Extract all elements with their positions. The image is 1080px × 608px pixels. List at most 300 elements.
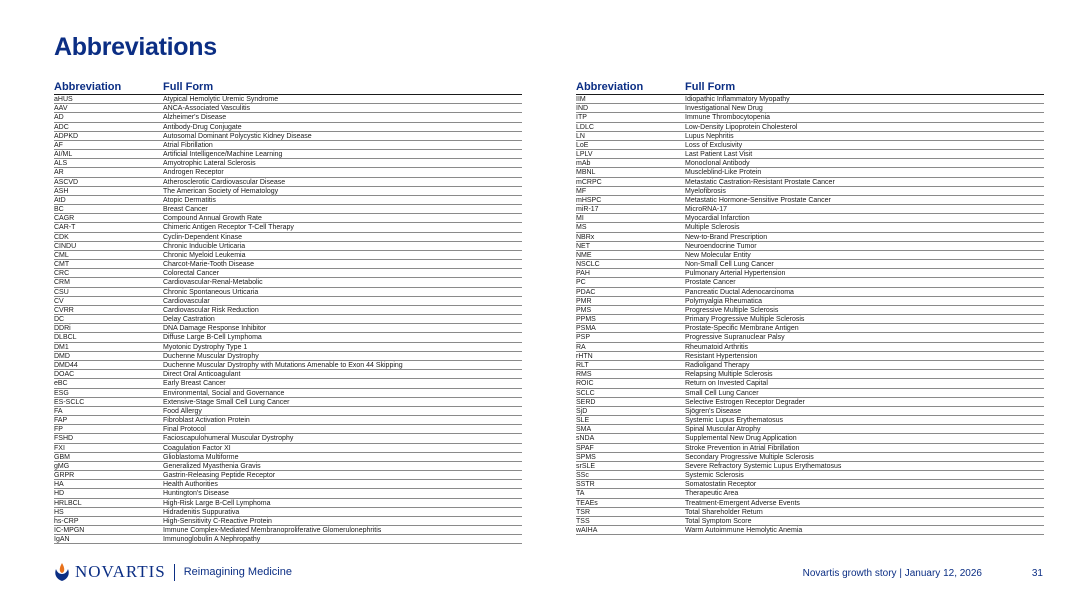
full-form-cell: Metastatic Castration-Resistant Prostate Cancer <box>685 178 835 186</box>
full-form-cell: New-to-Brand Prescription <box>685 233 768 241</box>
abbreviation-cell: ASH <box>54 187 69 195</box>
full-form-cell: Alzheimer's Disease <box>163 114 227 122</box>
full-form-cell: High-Sensitivity C-Reactive Protein <box>163 517 272 525</box>
abbreviation-cell: CDK <box>54 233 69 241</box>
table-row <box>54 343 522 352</box>
full-form-cell: Return on Invested Capital <box>685 380 768 388</box>
table-row <box>54 205 522 214</box>
table-row <box>576 370 1044 379</box>
full-form-cell: Non-Small Cell Lung Cancer <box>685 261 774 269</box>
full-form-cell: The American Society of Hematology <box>163 187 279 195</box>
table-row <box>54 278 522 287</box>
abbreviation-cell: DDRi <box>54 325 71 333</box>
full-form-cell: Relapsing Multiple Sclerosis <box>685 371 773 379</box>
table-header <box>54 77 522 95</box>
table-row <box>576 113 1044 122</box>
abbreviation-cell: MS <box>576 224 587 232</box>
full-form-cell: Systemic Sclerosis <box>685 472 744 480</box>
abbreviation-cell: FXI <box>54 444 65 452</box>
abbreviation-cell: RLT <box>576 361 589 369</box>
full-form-cell: Rheumatoid Arthritis <box>685 343 749 351</box>
table-row <box>54 178 522 187</box>
full-form-cell: Resistant Hypertension <box>685 352 758 360</box>
full-form-cell: Duchenne Muscular Dystrophy <box>163 352 259 360</box>
full-form-cell: Progressive Multiple Sclerosis <box>685 306 779 314</box>
full-form-cell: Secondary Progressive Multiple Sclerosis <box>685 453 814 461</box>
table-row <box>54 407 522 416</box>
table-row <box>576 343 1044 352</box>
table-row <box>54 462 522 471</box>
table-row <box>576 333 1044 342</box>
table-row <box>54 251 522 260</box>
full-form-cell: Low-Density Lipoprotein Cholesterol <box>685 123 798 131</box>
abbreviation-cell: SPAF <box>576 444 594 452</box>
table-row <box>54 453 522 462</box>
abbreviation-cell: CVRR <box>54 306 74 314</box>
full-form-cell: Prostate-Specific Membrane Antigen <box>685 325 799 333</box>
table-row <box>54 214 522 223</box>
table-row <box>576 123 1044 132</box>
full-form-cell: High-Risk Large B-Cell Lymphoma <box>163 499 271 507</box>
abbreviation-cell: HA <box>54 481 64 489</box>
abbreviation-cell: FA <box>54 407 63 415</box>
table-row <box>576 352 1044 361</box>
table-row <box>576 95 1044 104</box>
full-form-cell: Total Symptom Score <box>685 517 752 525</box>
abbreviation-cell: TA <box>576 490 585 498</box>
full-form-cell: Hidradenitis Suppurativa <box>163 508 240 516</box>
abbreviation-cell: CRM <box>54 279 70 287</box>
full-form-cell: Warm Autoimmune Hemolytic Anemia <box>685 527 803 535</box>
abbreviation-cell: LDLC <box>576 123 594 131</box>
table-row <box>576 297 1044 306</box>
full-form-cell: Pulmonary Arterial Hypertension <box>685 270 786 278</box>
full-form-cell: Immune Thrombocytopenia <box>685 114 771 122</box>
full-form-cell: Fibroblast Activation Protein <box>163 417 250 425</box>
table-row <box>576 462 1044 471</box>
abbreviation-cell: NME <box>576 251 592 259</box>
full-form-cell: Multiple Sclerosis <box>685 224 740 232</box>
abbreviation-cell: ITP <box>576 114 587 122</box>
full-form-cell: Environmental, Social and Governance <box>163 389 285 397</box>
abbreviation-cell: srSLE <box>576 462 596 470</box>
full-form-cell: Atherosclerotic Cardiovascular Disease <box>163 178 286 186</box>
full-form-cell: Stroke Prevention in Atrial Fibrillation <box>685 444 800 452</box>
table-row <box>54 141 522 150</box>
full-form-cell: Immunoglobulin A Nephropathy <box>163 536 261 544</box>
table-row <box>54 398 522 407</box>
table-row <box>54 260 522 269</box>
abbreviation-cell: FAP <box>54 417 68 425</box>
table-row <box>54 187 522 196</box>
full-form-cell: Cardiovascular-Renal-Metabolic <box>163 279 263 287</box>
abbreviation-cell: CAR-T <box>54 224 76 232</box>
table-row <box>54 95 522 104</box>
table-row <box>576 444 1044 453</box>
full-form-cell: Myotonic Dystrophy Type 1 <box>163 343 248 351</box>
table-row <box>576 526 1044 535</box>
abbreviation-cell: CV <box>54 297 64 305</box>
full-form-cell: Supplemental New Drug Application <box>685 435 797 443</box>
full-form-cell: Direct Oral Anticoagulant <box>163 371 241 379</box>
table-row <box>54 324 522 333</box>
table-row <box>54 123 522 132</box>
full-form-cell: Compound Annual Growth Rate <box>163 215 262 223</box>
abbreviation-cell: gMG <box>54 462 70 470</box>
table-row <box>54 370 522 379</box>
full-form-cell: ANCA-Associated Vasculitis <box>163 105 251 113</box>
table-row <box>54 150 522 159</box>
table-row <box>576 168 1044 177</box>
abbreviation-cell: PPMS <box>576 316 596 324</box>
table-row <box>54 489 522 498</box>
abbreviation-cell: FSHD <box>54 435 74 443</box>
table-row <box>576 425 1044 434</box>
table-row <box>576 159 1044 168</box>
table-row <box>54 508 522 517</box>
abbreviation-cell: CINDU <box>54 242 77 250</box>
abbreviation-cell: ADC <box>54 123 69 131</box>
abbreviation-cell: aHUS <box>54 96 73 103</box>
table-row <box>54 379 522 388</box>
abbreviation-cell: SjD <box>576 407 588 415</box>
table-row <box>576 233 1044 242</box>
full-form-cell: Extensive-Stage Small Cell Lung Cancer <box>163 398 290 406</box>
full-form-cell: Health Authorities <box>163 481 218 489</box>
full-form-cell: Huntington's Disease <box>163 490 229 498</box>
table-row <box>576 389 1044 398</box>
abbreviations-table-left <box>54 77 522 544</box>
abbreviation-cell: IgAN <box>54 536 70 544</box>
abbreviation-cell: SCLC <box>576 389 595 397</box>
abbreviation-cell: AtD <box>54 196 66 204</box>
abbreviation-cell: GBM <box>54 453 70 461</box>
table-row <box>54 471 522 480</box>
abbreviation-cell: mHSPC <box>576 196 602 204</box>
full-form-cell: Antibody-Drug Conjugate <box>163 123 242 131</box>
full-form-cell: Generalized Myasthenia Gravis <box>163 462 261 470</box>
table-row <box>54 361 522 370</box>
full-form-cell: Myelofibrosis <box>685 187 726 195</box>
table-row <box>576 379 1044 388</box>
full-form-cell: Cardiovascular <box>163 297 210 305</box>
abbreviation-cell: LPLV <box>576 151 593 159</box>
table-row <box>54 104 522 113</box>
full-form-cell: Investigational New Drug <box>685 105 763 113</box>
full-form-cell: Breast Cancer <box>163 206 208 214</box>
abbreviation-cell: NBRx <box>576 233 595 241</box>
abbreviation-cell: HS <box>54 508 64 516</box>
abbreviation-cell: hs-CRP <box>54 517 79 525</box>
abbreviation-cell: AR <box>54 169 64 177</box>
table-row <box>54 535 522 544</box>
full-form-cell: Autosomal Dominant Polycystic Kidney Disease <box>163 132 312 140</box>
abbreviation-cell: SLE <box>576 417 590 425</box>
full-form-cell: Loss of Exclusivity <box>685 141 743 149</box>
abbreviation-cell: TEAEs <box>576 499 598 507</box>
header-abbreviation: Abbreviation <box>576 81 644 93</box>
abbreviation-cell: MI <box>576 215 584 223</box>
abbreviation-cell: FP <box>54 426 63 434</box>
full-form-cell: Selective Estrogen Receptor Degrader <box>685 398 805 406</box>
full-form-cell: Cyclin-Dependent Kinase <box>163 233 242 241</box>
abbreviation-cell: ASCVD <box>54 178 79 186</box>
table-row <box>576 517 1044 526</box>
table-row <box>54 480 522 489</box>
abbreviation-cell: sNDA <box>576 435 595 443</box>
full-form-cell: Food Allergy <box>163 407 202 415</box>
full-form-cell: Atopic Dermatitis <box>163 196 216 204</box>
full-form-cell: Glioblastoma Multiforme <box>163 453 239 461</box>
header-abbreviation: Abbreviation <box>54 81 122 93</box>
abbreviation-cell: TSS <box>576 517 590 525</box>
full-form-cell: Artificial Intelligence/Machine Learning <box>163 151 283 159</box>
abbreviation-cell: AD <box>54 114 64 122</box>
table-row <box>54 113 522 122</box>
table-row <box>576 324 1044 333</box>
abbreviation-cell: CSU <box>54 288 69 296</box>
full-form-cell: Androgen Receptor <box>163 169 224 177</box>
full-form-cell: Gastrin-Releasing Peptide Receptor <box>163 472 276 480</box>
full-form-cell: Pancreatic Ductal Adenocarcinoma <box>685 288 794 296</box>
table-row <box>54 526 522 535</box>
full-form-cell: Last Patient Last Visit <box>685 151 753 159</box>
table-row <box>576 141 1044 150</box>
full-form-cell: Amyotrophic Lateral Sclerosis <box>163 160 256 168</box>
abbreviation-cell: TSR <box>576 508 590 516</box>
table-row <box>576 196 1044 205</box>
table-row <box>54 242 522 251</box>
novartis-flame-icon <box>53 562 71 582</box>
abbreviation-cell: PC <box>576 279 586 287</box>
full-form-cell: Idiopathic Inflammatory Myopathy <box>685 96 790 103</box>
abbreviation-cell: SPMS <box>576 453 596 461</box>
table-row <box>54 168 522 177</box>
full-form-cell: Systemic Lupus Erythematosus <box>685 417 784 425</box>
abbreviation-cell: ESG <box>54 389 69 397</box>
full-form-cell: Prostate Cancer <box>685 279 736 287</box>
table-row <box>576 499 1044 508</box>
table-row <box>54 306 522 315</box>
table-row <box>576 205 1044 214</box>
table-row <box>54 288 522 297</box>
full-form-cell: Progressive Supranuclear Palsy <box>685 334 785 342</box>
full-form-cell: Spinal Muscular Atrophy <box>685 426 761 434</box>
abbreviation-cell: AF <box>54 141 63 149</box>
table-row <box>54 159 522 168</box>
table-row <box>576 150 1044 159</box>
table-row <box>54 416 522 425</box>
table-row <box>576 306 1044 315</box>
abbreviation-cell: IC-MPGN <box>54 527 85 535</box>
full-form-cell: Neuroendocrine Tumor <box>685 242 757 250</box>
full-form-cell: New Molecular Entity <box>685 251 751 259</box>
table-row <box>576 242 1044 251</box>
full-form-cell: Severe Refractory Systemic Lupus Erythematosus <box>685 462 842 470</box>
brand-name: NOVARTIS <box>75 562 166 581</box>
table-row <box>54 434 522 443</box>
full-form-cell: Total Shareholder Return <box>685 508 763 516</box>
table-row <box>54 389 522 398</box>
abbreviation-cell: DC <box>54 316 65 324</box>
table-row <box>576 288 1044 297</box>
full-form-cell: Colorectal Cancer <box>163 270 220 278</box>
abbreviation-cell: wAIHA <box>576 527 598 535</box>
full-form-cell: Myocardial Infarction <box>685 215 750 223</box>
header-full-form: Full Form <box>163 81 214 93</box>
table-row <box>54 269 522 278</box>
abbreviation-cell: LN <box>576 132 585 140</box>
table-row <box>54 223 522 232</box>
footer-caption: Novartis growth story | January 12, 2026 <box>802 568 982 579</box>
table-body-left <box>54 95 522 544</box>
abbreviation-cell: NSCLC <box>576 261 600 269</box>
full-form-cell: Polymyalgia Rheumatica <box>685 297 763 305</box>
table-row <box>576 223 1044 232</box>
full-form-cell: Monoclonal Antibody <box>685 160 750 168</box>
full-form-cell: Chronic Myeloid Leukemia <box>163 251 246 259</box>
full-form-cell: Muscleblind-Like Protein <box>685 169 762 177</box>
abbreviation-cell: SMA <box>576 426 592 434</box>
table-row <box>54 517 522 526</box>
abbreviation-cell: PMR <box>576 297 592 305</box>
table-row <box>576 260 1044 269</box>
full-form-cell: Chimeric Antigen Receptor T-Cell Therapy <box>163 224 294 232</box>
abbreviation-cell: ROIC <box>576 380 594 388</box>
novartis-logo <box>53 562 292 582</box>
full-form-cell: Final Protocol <box>163 426 206 434</box>
abbreviation-cell: ADPKD <box>54 132 79 140</box>
table-row <box>54 196 522 205</box>
tagline: Reimagining Medicine <box>183 566 292 578</box>
abbreviation-cell: eBC <box>54 380 68 388</box>
table-header <box>576 77 1044 95</box>
abbreviation-cell: DOAC <box>54 371 75 379</box>
full-form-cell: DNA Damage Response Inhibitor <box>163 325 267 333</box>
abbreviation-cell: PDAC <box>576 288 596 296</box>
table-row <box>54 444 522 453</box>
abbreviation-cell: AI/ML <box>54 151 73 159</box>
abbreviation-cell: PSP <box>576 334 591 342</box>
full-form-cell: Delay Castration <box>163 316 215 324</box>
abbreviation-cell: mCRPC <box>576 178 602 186</box>
full-form-cell: Metastatic Hormone-Sensitive Prostate Cancer <box>685 196 831 204</box>
abbreviation-cell: LoE <box>576 141 589 149</box>
full-form-cell: Chronic Inducible Urticaria <box>163 242 246 250</box>
abbreviation-cell: PMS <box>576 306 592 314</box>
table-row <box>576 453 1044 462</box>
abbreviation-cell: PAH <box>576 270 590 278</box>
full-form-cell: MicroRNA-17 <box>685 206 728 214</box>
table-row <box>54 425 522 434</box>
table-row <box>576 278 1044 287</box>
full-form-cell: Radioligand Therapy <box>685 361 750 369</box>
abbreviation-cell: IIM <box>576 96 586 103</box>
table-row <box>54 233 522 242</box>
full-form-cell: Treatment-Emergent Adverse Events <box>685 499 800 507</box>
full-form-cell: Sjögren's Disease <box>685 407 742 415</box>
table-row <box>576 489 1044 498</box>
abbreviations-table-right <box>576 77 1044 535</box>
abbreviation-cell: PSMA <box>576 325 596 333</box>
page-number: 31 <box>1031 568 1043 579</box>
table-row <box>54 352 522 361</box>
full-form-cell: Primary Progressive Multiple Sclerosis <box>685 316 805 324</box>
abbreviation-cell: rHTN <box>576 352 593 360</box>
abbreviation-cell: mAb <box>576 160 591 168</box>
abbreviation-cell: CMT <box>54 261 70 269</box>
abbreviation-cell: NET <box>576 242 590 250</box>
table-row <box>576 104 1044 113</box>
full-form-cell: Chronic Spontaneous Urticaria <box>163 288 259 296</box>
table-body-right <box>576 95 1044 535</box>
table-row <box>576 398 1044 407</box>
abbreviation-cell: SERD <box>576 398 596 406</box>
abbreviation-cell: DMD <box>54 352 70 360</box>
table-row <box>54 297 522 306</box>
abbreviation-cell: CAGR <box>54 215 75 223</box>
table-row <box>54 132 522 141</box>
full-form-cell: Immune Complex-Mediated Membranoproliferative Glomerulonephritis <box>163 527 382 535</box>
abbreviation-cell: miR-17 <box>576 206 599 214</box>
table-row <box>576 416 1044 425</box>
full-form-cell: Small Cell Lung Cancer <box>685 389 759 397</box>
abbreviation-cell: CML <box>54 251 69 259</box>
abbreviation-cell: MF <box>576 187 587 195</box>
abbreviation-cell: BC <box>54 206 64 214</box>
full-form-cell: Atrial Fibrillation <box>163 141 213 149</box>
abbreviation-cell: RMS <box>576 371 592 379</box>
abbreviation-cell: DM1 <box>54 343 69 351</box>
full-form-cell: Atypical Hemolytic Uremic Syndrome <box>163 96 279 103</box>
divider <box>174 564 175 581</box>
table-row <box>576 269 1044 278</box>
table-row <box>54 499 522 508</box>
table-row <box>576 187 1044 196</box>
abbreviation-cell: DMD44 <box>54 361 78 369</box>
abbreviation-cell: ALS <box>54 160 68 168</box>
full-form-cell: Duchenne Muscular Dystrophy with Mutations Amenable to Exon 44 Skipping <box>163 361 403 369</box>
table-row <box>576 361 1044 370</box>
table-row <box>576 407 1044 416</box>
table-row <box>576 214 1044 223</box>
table-row <box>576 480 1044 489</box>
table-row <box>54 333 522 342</box>
abbreviation-cell: MBNL <box>576 169 596 177</box>
full-form-cell: Early Breast Cancer <box>163 380 226 388</box>
table-row <box>54 315 522 324</box>
abbreviation-cell: SSTR <box>576 481 595 489</box>
abbreviation-cell: ES-SCLC <box>54 398 85 406</box>
full-form-cell: Somatostatin Receptor <box>685 481 757 489</box>
full-form-cell: Lupus Nephritis <box>685 132 734 140</box>
full-form-cell: Charcot-Marie-Tooth Disease <box>163 261 255 269</box>
table-row <box>576 471 1044 480</box>
full-form-cell: Coagulation Factor XI <box>163 444 231 452</box>
table-row <box>576 251 1044 260</box>
full-form-cell: Therapeutic Area <box>685 490 739 498</box>
abbreviation-cell: AAV <box>54 105 68 113</box>
table-row <box>576 132 1044 141</box>
table-row <box>576 178 1044 187</box>
header-full-form: Full Form <box>685 81 736 93</box>
abbreviation-cell: IND <box>576 105 589 113</box>
table-row <box>576 508 1044 517</box>
abbreviation-cell: CRC <box>54 270 70 278</box>
full-form-cell: Cardiovascular Risk Reduction <box>163 306 259 314</box>
abbreviation-cell: SSc <box>576 472 589 480</box>
abbreviation-cell: RA <box>576 343 586 351</box>
